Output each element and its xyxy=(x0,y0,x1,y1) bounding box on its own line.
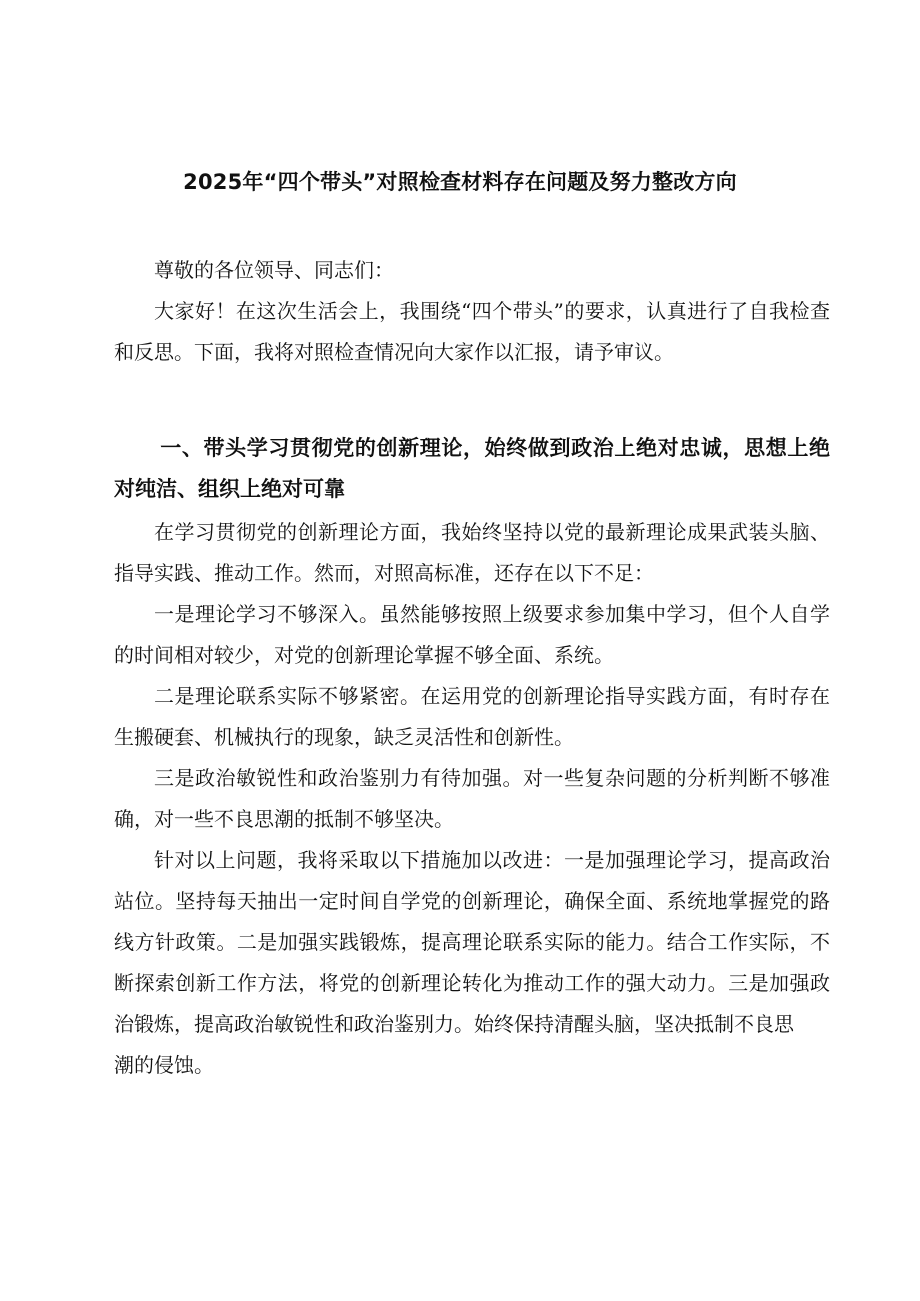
paragraph-measures-tail: 潮的侵蚀。 xyxy=(114,1053,214,1077)
greeting: 尊敬的各位领导、同志们： xyxy=(154,258,394,282)
section-1-body xyxy=(114,512,830,1086)
paragraph-overview: 在学习贯彻党的创新理论方面，我始终坚持以党的最新理论成果武装头脑、指导实践、推动工作。然而，对照高标准，还存在以下不足： xyxy=(114,520,830,585)
opening-block xyxy=(114,250,830,373)
paragraph-issue-1: 一是理论学习不够深入。虽然能够按照上级要求参加集中学习，但个人自学的时间相对较少，对党的创新理论掌握不够全面、系统。 xyxy=(114,602,830,667)
paragraph-issue-2: 二是理论联系实际不够紧密。在运用党的创新理论指导实践方面，有时存在生搬硬套、机械执行的现象，缺乏灵活性和创新性。 xyxy=(114,684,830,749)
document-title: 2025年“四个带头”对照检查材料存在问题及努力整改方向 xyxy=(183,170,737,194)
paragraph-measures: 针对以上问题，我将采取以下措施加以改进：一是加强理论学习，提高政治站位。坚持每天抽出一定时间自学党的创新理论，确保全面、系统地掌握党的路线方针政策。二是加强实践锻炼，提高理论联系实际的能力。结合工作实际，不断探索创新工作方法，将党的创新理论转化为推动工作的强大动力。三是加强政治锻炼，提高政治敏锐性和政治鉴别力。始终保持清醒头脑，坚决抵制不良思 xyxy=(114,848,830,1036)
paragraph-issue-3: 三是政治敏锐性和政治鉴别力有待加强。对一些复杂问题的分析判断不够准确，对一些不良思潮的抵制不够坚决。 xyxy=(114,766,830,831)
intro-paragraph: 大家好！在这次生活会上，我围绕“四个带头”的要求，认真进行了自我检查和反思。下面，我将对照检查情况向大家作以汇报，请予审议。 xyxy=(114,299,830,364)
section-heading-1: 一、带头学习贯彻党的创新理论，始终做到政治上绝对忠诚，思想上绝对纯洁、组织上绝对可靠 xyxy=(114,436,830,501)
